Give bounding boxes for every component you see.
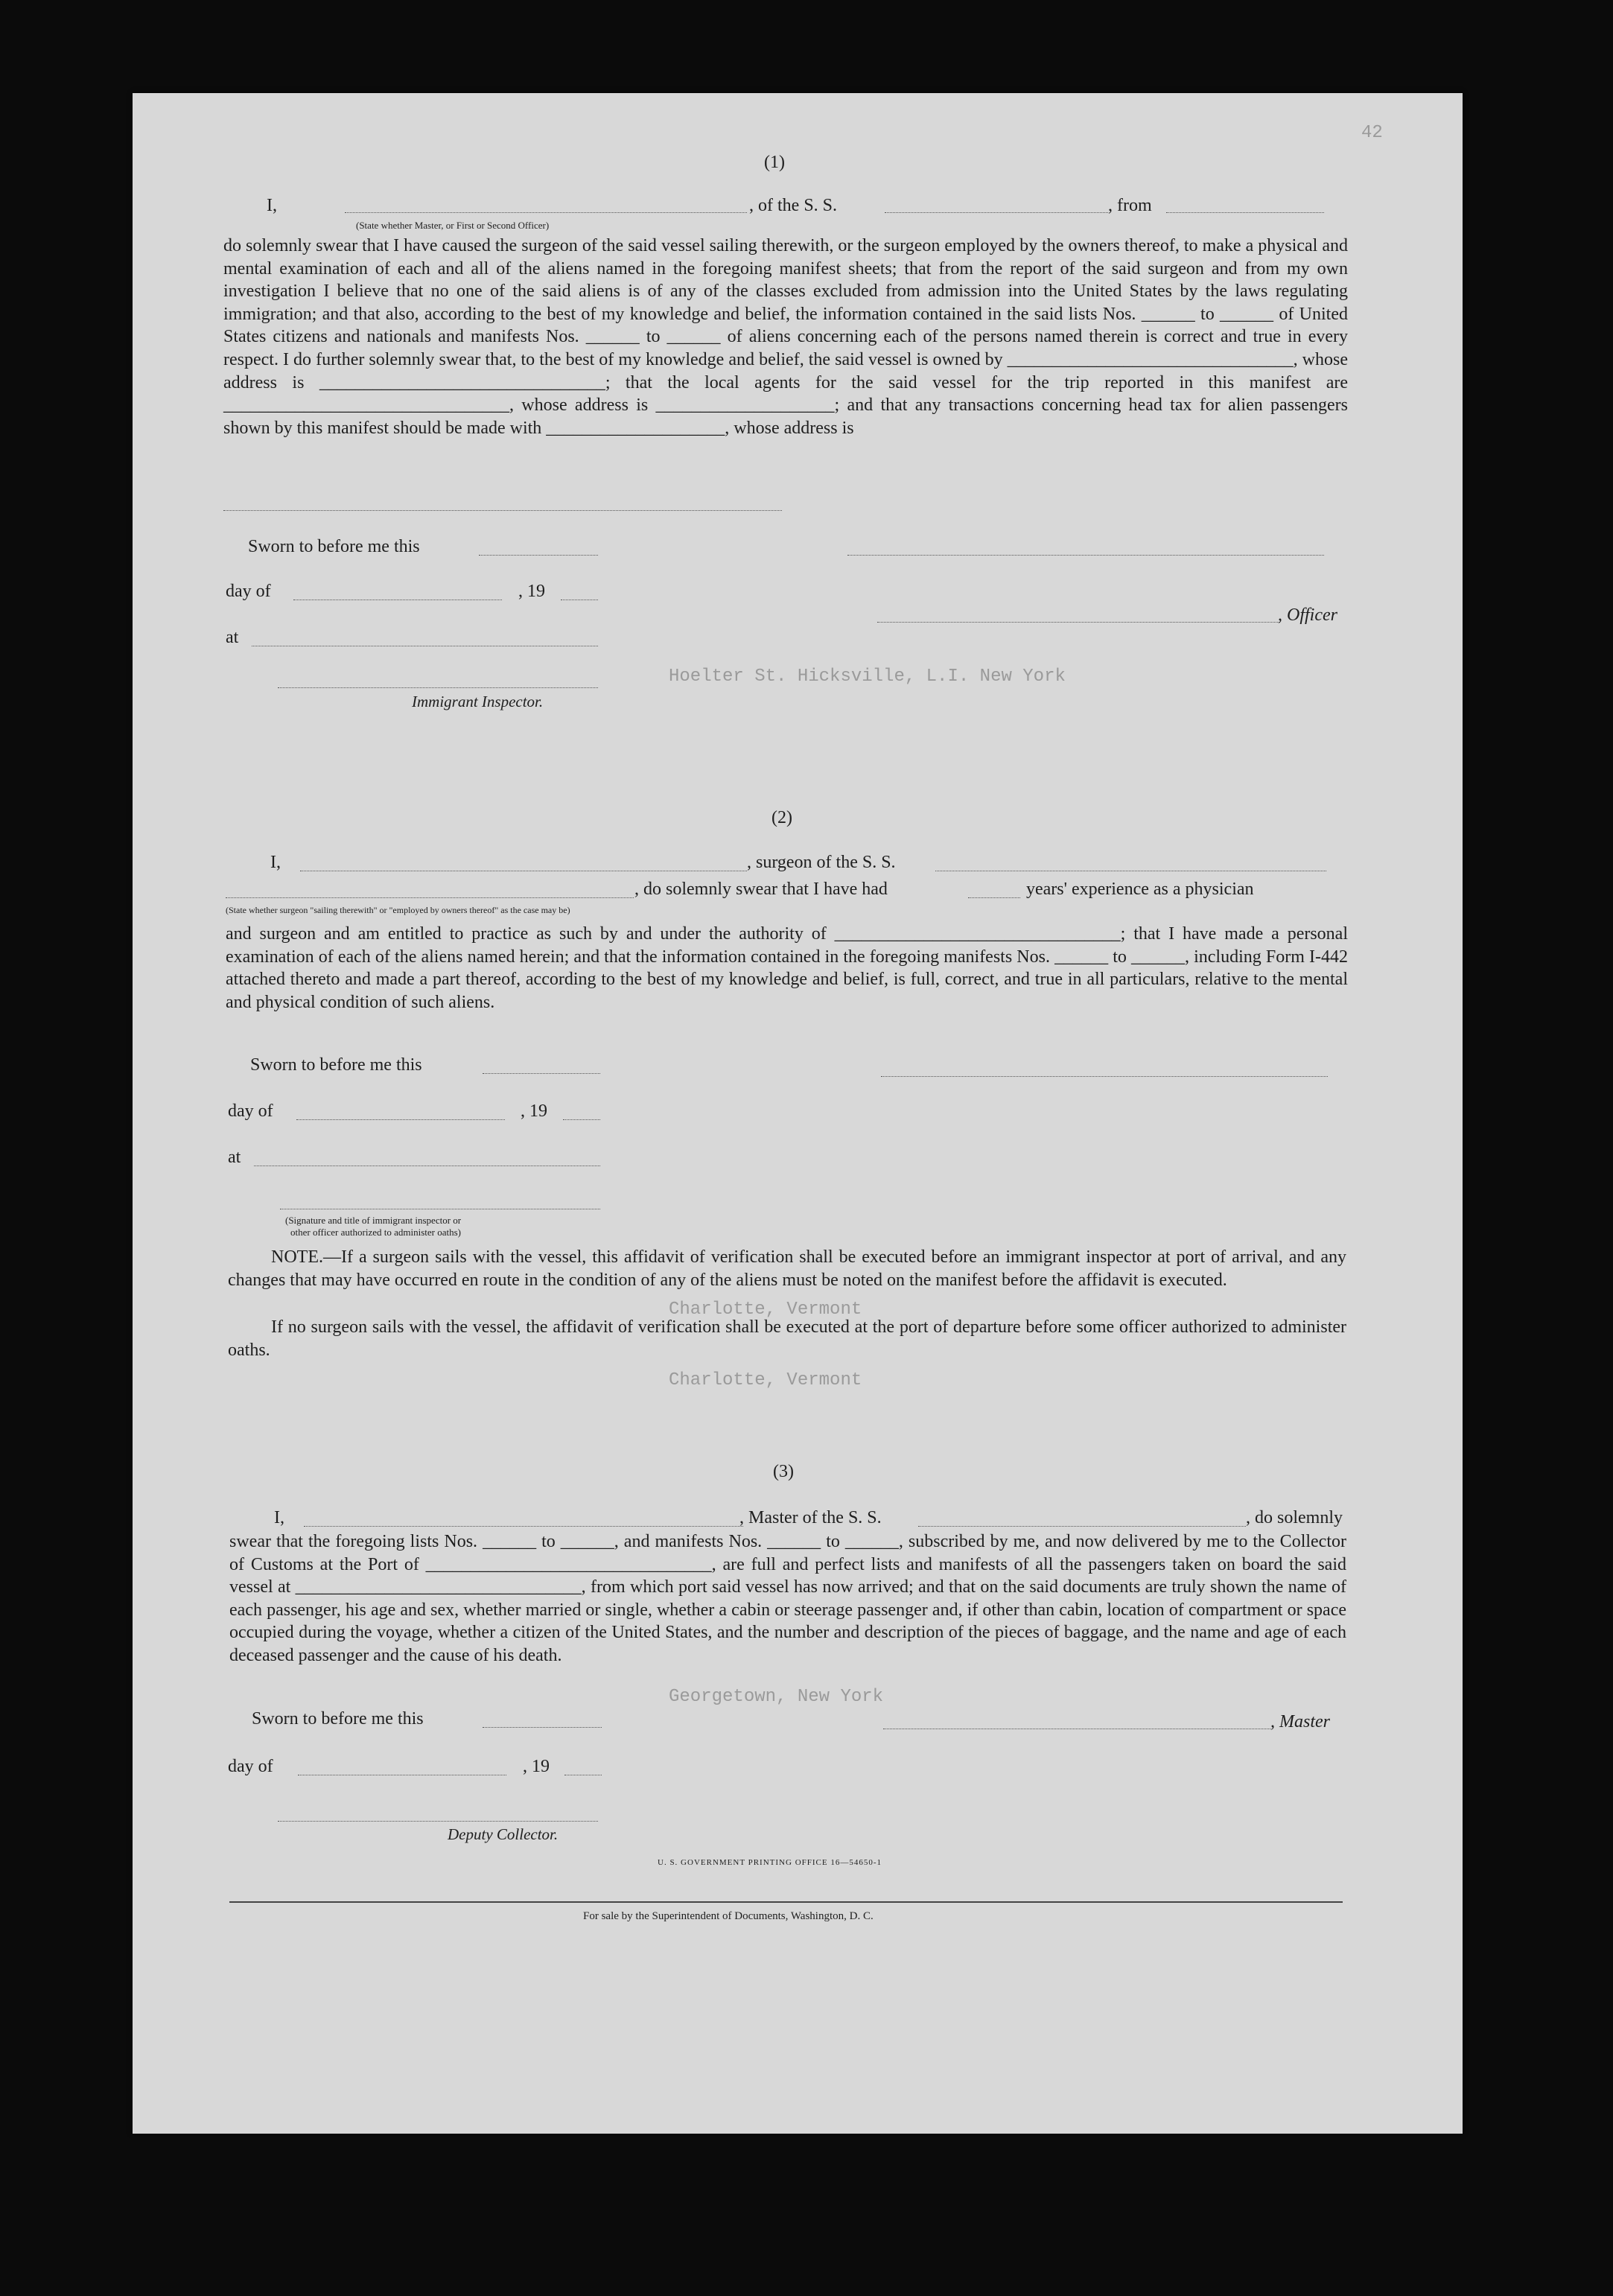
s1-officer-line — [345, 212, 747, 213]
manifest-page — [133, 93, 1463, 2134]
s2-sworn-line — [483, 1073, 600, 1074]
s3-deputy-line — [278, 1821, 598, 1822]
s3-day-of-label: day of — [228, 1757, 273, 1776]
s2-sworn-label: Sworn to before me this — [250, 1055, 422, 1075]
s1-from: , from — [1108, 196, 1152, 215]
s1-oath-body: do solemnly swear that I have caused the surgeon of the said vessel sailing therewith, or the surgeon employed by the owners thereof, to make a physical and mental examination of each and all of the aliens named in the foregoing manifest sheets; that from the report of the said surgeon and from my own investigation I believe that no one of the said aliens is of any of the classes excluded from admission into the United States by the laws regulating immigration; and that also, according to the best of my knowledge and belief, the information contained in the said lists Nos. ______ to ______ of United States citizens and nationals and manifests Nos. ______ to ______ of aliens concerning each of the persons named therein is correct and true in every respect. I do further solemnly swear that, to the best of my knowledge and belief, the said vessel is owned by ________________________________, whose address is ________________________________; that the local agents for the said vessel for the trip reported in this manifest are ________________________________, whose address is ____________________; and that any transactions concerning head tax for alien passengers shown by this manifest should be made with ____________________, whose address is — [223, 236, 1348, 438]
s1-day-of-label: day of — [226, 582, 271, 601]
s2-signature-line — [881, 1076, 1328, 1077]
s1-extra-line — [223, 510, 782, 511]
s2-years-line — [968, 897, 1020, 898]
bleed-through-text: Charlotte, Vermont — [669, 1370, 862, 1390]
s2-year-line — [563, 1119, 600, 1120]
s3-deputy-title: Deputy Collector. — [448, 1825, 559, 1843]
s2-status-note: (State whether surgeon "sailing therewith" or "employed by owners thereof" as the case may be) — [226, 905, 570, 915]
s3-do-solemnly: , do solemnly — [1246, 1508, 1343, 1527]
s2-note-paragraph-1: NOTE.—If a surgeon sails with the vessel, this affidavit of verification shall be executed before an immigrant inspector at port of arrival, and any changes that may have occurred en route in the condition of any of the aliens must be noted on the manifest before the affidavit is executed. — [228, 1247, 1346, 1290]
s2-swear-had: , do solemnly swear that I have had — [634, 880, 888, 899]
footer-rule — [229, 1901, 1343, 1903]
s1-of-ss: , of the S. S. — [749, 196, 838, 215]
section-1-number: (1) — [764, 153, 785, 172]
s3-master-title: , Master — [1270, 1712, 1330, 1731]
s3-vessel-line — [918, 1526, 1246, 1527]
section-2-number: (2) — [771, 808, 792, 827]
s2-day-of-label: day of — [228, 1101, 273, 1121]
s2-status-line — [226, 897, 634, 898]
s1-year-label: , 19 — [518, 582, 545, 601]
s3-sworn-label: Sworn to before me this — [252, 1709, 424, 1729]
s3-master-of: , Master of the S. S. — [739, 1508, 882, 1527]
s1-inspector-line — [278, 687, 598, 688]
s3-i-label: I, — [274, 1508, 284, 1527]
bleed-through-text: Georgetown, New York — [669, 1687, 884, 1707]
s2-at-label: at — [228, 1148, 241, 1167]
s2-sig-note-1: (Signature and title of immigrant inspector or — [285, 1215, 462, 1226]
s2-sig-note-2: other officer authorized to administer oaths) — [290, 1227, 461, 1238]
printing-office-imprint: U. S. GOVERNMENT PRINTING OFFICE 16—54650-1 — [658, 1858, 882, 1867]
s2-i-label: I, — [270, 853, 281, 872]
s1-officer-sign-line — [877, 622, 1279, 623]
s2-note-paragraph-2: If no surgeon sails with the vessel, the affidavit of verification shall be executed at the port of departure before some officer authorized to administer oaths. — [228, 1317, 1346, 1360]
bleed-through-text: Hoelter St. Hicksville, L.I. New York — [669, 667, 1066, 687]
s1-vessel-line — [885, 212, 1108, 213]
s3-year-label: , 19 — [523, 1757, 550, 1776]
s2-oath-body: and surgeon and am entitled to practice as such by and under the authority of ________________________________; that I have made a personal examination of each of the aliens named herein; and that the information contained in the foregoing manifests Nos. ______ to ______, including Form I-442 attached thereto and made a part thereof, according to the best of my knowledge and belief, is full, correct, and true in all particulars, relative to the mental and physical condition of such aliens. — [226, 924, 1348, 1012]
s2-years-label: years' experience as a physician — [1026, 880, 1254, 899]
s1-inspector-title: Immigrant Inspector. — [412, 693, 544, 710]
s1-signature-line — [847, 555, 1324, 556]
section-3-number: (3) — [773, 1462, 794, 1481]
s1-from-line — [1166, 212, 1324, 213]
s3-sworn-line — [483, 1727, 602, 1728]
s3-name-line — [304, 1526, 743, 1527]
s1-officer-title: , Officer — [1278, 605, 1337, 625]
s1-sworn-line — [479, 555, 598, 556]
bleed-through-text: Charlotte, Vermont — [669, 1300, 862, 1320]
s1-at-label: at — [226, 628, 239, 647]
s1-officer-note: (State whether Master, or First or Second Officer) — [356, 220, 550, 231]
s2-day-line — [296, 1119, 505, 1120]
bleed-through-corner: 42 — [1361, 123, 1383, 143]
s2-surgeon-of: , surgeon of the S. S. — [747, 853, 896, 872]
s1-i-label: I, — [267, 196, 277, 215]
s2-year-label: , 19 — [521, 1101, 547, 1121]
s1-sworn-label: Sworn to before me this — [248, 537, 420, 556]
for-sale-imprint: For sale by the Superintendent of Documents, Washington, D. C. — [583, 1910, 874, 1922]
s3-oath-body: swear that the foregoing lists Nos. ______ to ______, and manifests Nos. ______ to ______, subscribed by me, and now delivered by me to the Collector of Customs at the Port of ________________________________, are full and perfect lists and manifests of all the passengers taken on board the said vessel at ________________________________, from which port said vessel has now arrived; and that on the said documents are truly shown the name of each passenger, his age and sex, whether married or single, whether a cabin or steerage passenger and, if other than cabin, location of compartment or space occupied during the voyage, whether a citizen of the United States, and the number and description of the pieces of baggage, and the name and age of each deceased passenger and the cause of his death. — [229, 1532, 1346, 1665]
